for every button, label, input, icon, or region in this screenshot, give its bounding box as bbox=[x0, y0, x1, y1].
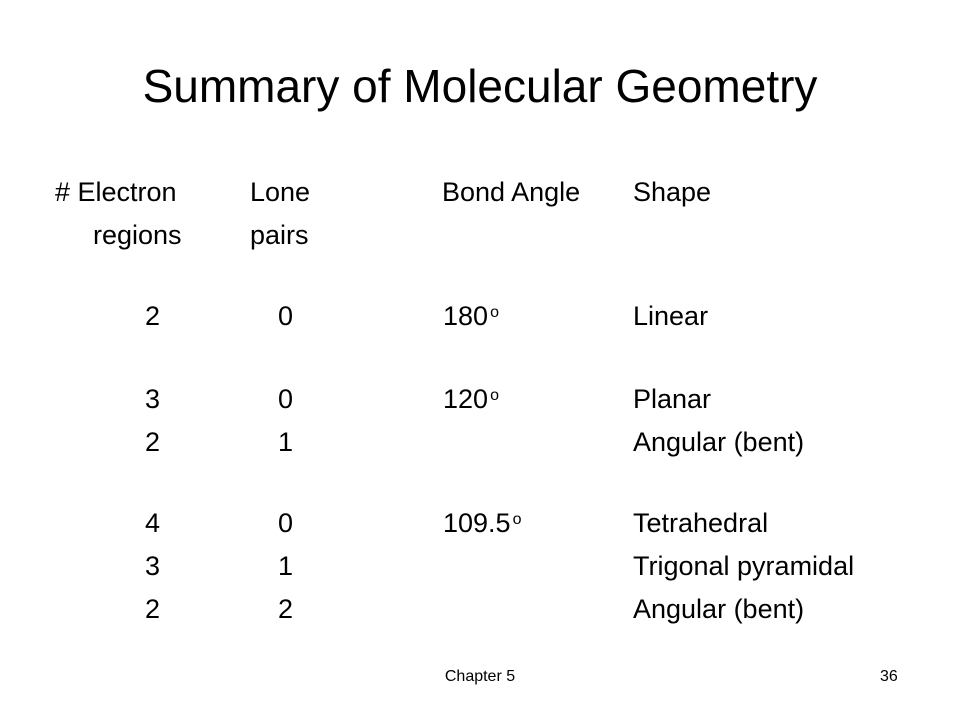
row-5-shape: Trigonal pyramidal bbox=[633, 551, 855, 581]
row-1-bond-angle-value: 180 bbox=[443, 301, 489, 331]
row-5-lone-pairs: 1 bbox=[277, 551, 293, 581]
row-2-lone-pairs: 0 bbox=[277, 384, 293, 414]
row-3-lone-pairs: 1 bbox=[277, 427, 293, 457]
row-6-shape: Angular (bent) bbox=[633, 594, 805, 624]
row-3-electron-regions: 2 bbox=[144, 427, 160, 457]
row-4-bond-angle-value: 109.5 bbox=[443, 508, 511, 538]
row-4-lone-pairs: 0 bbox=[277, 508, 293, 538]
slide-title: Summary of Molecular Geometry bbox=[142, 60, 818, 112]
degree-sign: o bbox=[490, 304, 499, 321]
footer-page-number: 36 bbox=[880, 668, 898, 685]
header-lone-pairs-line2: pairs bbox=[250, 220, 309, 250]
header-bond-angle: Bond Angle bbox=[442, 177, 581, 207]
row-4-electron-regions: 4 bbox=[144, 508, 160, 538]
degree-sign: o bbox=[512, 511, 522, 528]
row-1-electron-regions: 2 bbox=[144, 301, 160, 331]
header-shape: Shape bbox=[633, 177, 712, 207]
row-2-bond-angle bbox=[443, 383, 499, 415]
header-lone-pairs-line1: Lone bbox=[250, 177, 311, 207]
row-6-lone-pairs: 2 bbox=[277, 594, 293, 624]
footer-chapter: Chapter 5 bbox=[444, 668, 516, 685]
row-2-bond-angle-value: 120 bbox=[443, 384, 489, 414]
header-electron-regions-line2: regions bbox=[93, 220, 182, 250]
row-1-shape: Linear bbox=[633, 301, 709, 331]
row-2-shape: Planar bbox=[633, 384, 712, 414]
row-2-electron-regions: 3 bbox=[144, 384, 160, 414]
row-4-bond-angle bbox=[443, 507, 521, 539]
row-1-lone-pairs: 0 bbox=[277, 301, 293, 331]
row-5-electron-regions: 3 bbox=[144, 551, 160, 581]
header-electron-regions-line1: # Electron bbox=[55, 177, 177, 207]
degree-sign: o bbox=[490, 387, 499, 404]
row-3-shape: Angular (bent) bbox=[633, 427, 805, 457]
row-1-bond-angle bbox=[443, 300, 499, 332]
row-6-electron-regions: 2 bbox=[144, 594, 160, 624]
row-4-shape: Tetrahedral bbox=[633, 508, 769, 538]
